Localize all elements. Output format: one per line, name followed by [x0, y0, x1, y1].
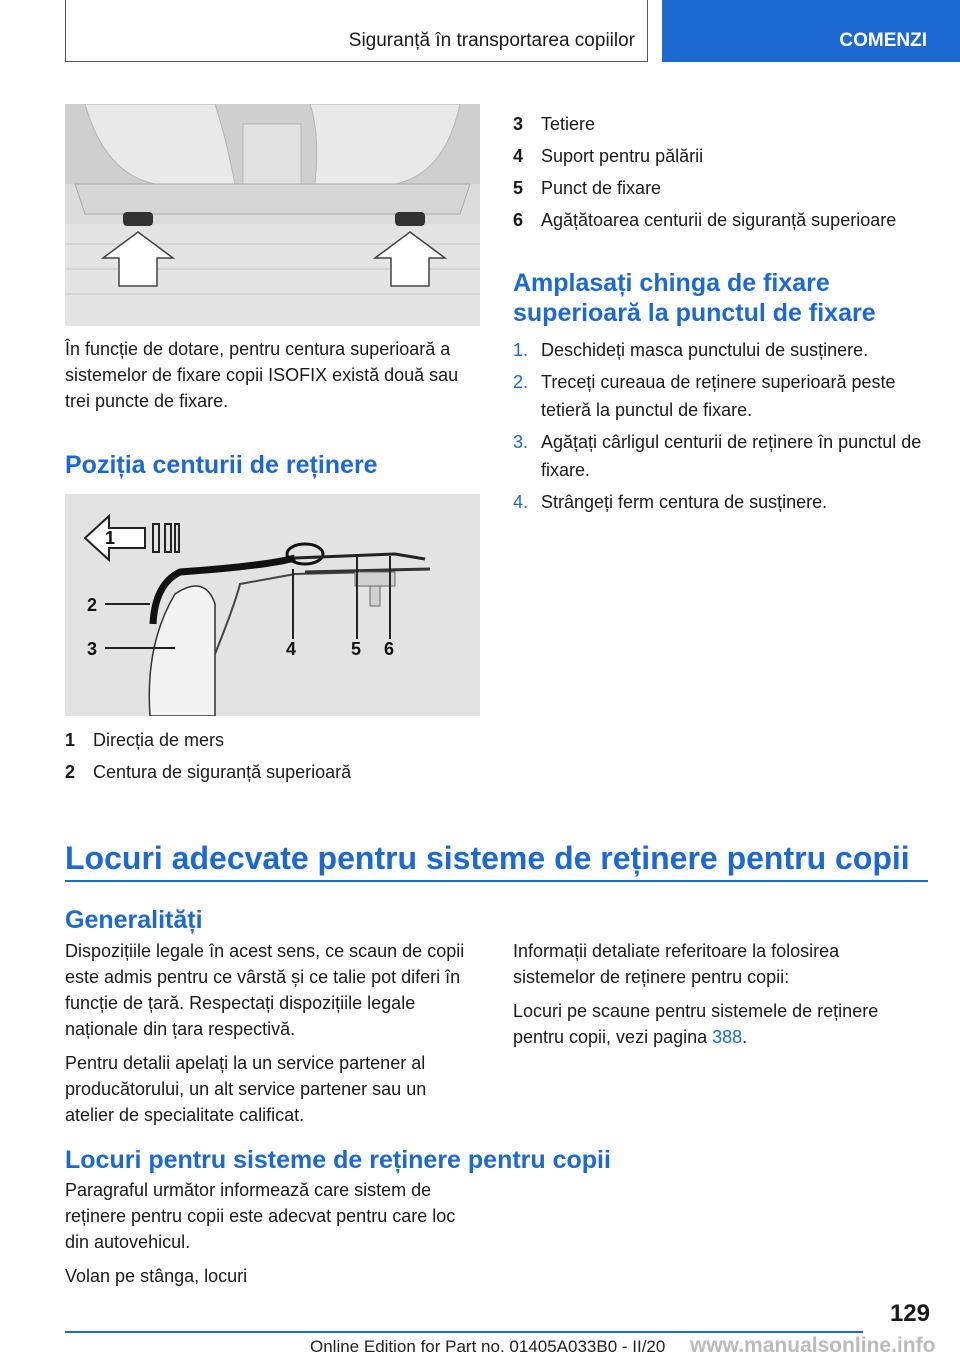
general-paragraph-3: Informații detaliate referitoare la folosirea sistemelor de reținere pentru copii:	[513, 941, 840, 987]
footer-watermark: www.manualsonline.info	[690, 1334, 936, 1357]
page-number: 129	[889, 1300, 930, 1327]
legend-text: Direcția de mers	[93, 730, 225, 750]
step-number: 1.	[513, 340, 529, 360]
step-number: 3.	[513, 432, 529, 452]
callout-6: 6	[384, 639, 395, 659]
callout-3: 3	[87, 639, 98, 659]
general-heading: Generalități	[65, 906, 203, 934]
legend-item	[513, 108, 933, 140]
step-text: Treceți cureaua de reținere superioară peste tetieră la punctul de fixare.	[541, 372, 896, 420]
legend-text: Suport pentru pălării	[541, 146, 704, 166]
legend-text: Agățătoarea centurii de siguranță superioare	[541, 210, 897, 230]
step-item	[513, 368, 923, 424]
callout-5: 5	[351, 639, 362, 659]
step-number: 2.	[513, 372, 529, 392]
chapter-tab-label: COMENZI	[839, 30, 927, 51]
rear-seat-anchor-image	[65, 104, 480, 326]
attach-tether-heading	[513, 268, 943, 328]
step-item	[513, 488, 923, 516]
general-paragraph-2: Pentru detalii apelați la un service partener al producătorului, un alt service partener sau un atelier de specialitate calificat.	[65, 1053, 427, 1125]
isofix-intro-text: În funcție de dotare, pentru centura superioară a sistemelor de fixare copii ISOFIX există două sau trei puncte de fixare.	[65, 339, 459, 411]
step-number: 4.	[513, 492, 529, 512]
general-paragraph-1: Dispozițiile legale în acest sens, ce scaun de copii este admis pentru ce vârstă și ce talie pot diferi în funcție de țară. Respectați dispozițiile legale naționale din țara respectivă.	[65, 941, 465, 1039]
legend-item	[513, 204, 933, 236]
places-paragraph-2: Volan pe stânga, locuri	[65, 1266, 248, 1286]
rear-seat-illustration	[65, 104, 480, 326]
header-section-title: Siguranță în transportarea copiilor	[348, 30, 635, 51]
legend-num: 1	[65, 730, 76, 750]
legend-text: Centura de siguranță superioară	[93, 762, 352, 782]
callout-1: 1	[105, 528, 116, 548]
belt-routing-illustration	[65, 494, 480, 716]
belt-routing-diagram	[65, 494, 480, 716]
attach-steps-list	[513, 336, 923, 516]
step-text: Agățați cârligul centurii de reținere în punctul de fixare.	[541, 432, 922, 480]
legend-text: Punct de fixare	[541, 178, 662, 198]
main-heading-rule	[65, 880, 928, 882]
header-section-box	[65, 0, 648, 62]
page-388-link[interactable]: 388	[712, 1027, 743, 1047]
step-item	[513, 428, 923, 484]
legend-item	[513, 140, 933, 172]
general-p4-end: .	[742, 1027, 748, 1047]
header-chapter-tab[interactable]	[662, 0, 960, 62]
callout-2: 2	[87, 595, 98, 615]
legend-item	[65, 756, 480, 788]
places-heading: Locuri pentru sisteme de reținere pentru copii	[65, 1146, 611, 1174]
legend-item	[65, 724, 480, 756]
callout-4: 4	[286, 639, 297, 659]
footer-rule	[65, 1331, 863, 1333]
belt-position-heading: Poziția centurii de reținere	[65, 451, 378, 479]
legend-right	[513, 108, 933, 236]
legend-text: Tetiere	[541, 114, 596, 134]
main-section-heading: Locuri adecvate pentru sisteme de reținere pentru copii	[65, 840, 910, 876]
legend-num: 5	[513, 178, 524, 198]
general-paragraph-4	[513, 998, 925, 1050]
legend-num: 4	[513, 146, 524, 166]
legend-item	[513, 172, 933, 204]
attach-heading-line2: superioară la punctul de fixare	[513, 299, 876, 327]
places-paragraph-1: Paragraful următor informează care sistem de reținere pentru copii este adecvat pentru care loc din autovehicul.	[65, 1180, 456, 1252]
attach-heading-line1: Amplasați chinga de fixare	[513, 269, 830, 297]
legend-num: 3	[513, 114, 524, 134]
step-text: Deschideți masca punctului de susținere.	[541, 340, 869, 360]
legend-num: 2	[65, 762, 76, 782]
general-right-column	[513, 938, 925, 1050]
general-p4-text: Locuri pe scaune pentru sistemele de reținere pentru copii, vezi pagina	[513, 1001, 879, 1047]
places-left-column	[65, 1177, 480, 1289]
step-item	[513, 336, 923, 364]
step-text: Strângeți ferm centura de susținere.	[541, 492, 828, 512]
legend-left	[65, 724, 480, 788]
footer-edition: Online Edition for Part no. 01405A033B0 - II/20	[310, 1337, 666, 1356]
general-left-column	[65, 938, 480, 1128]
legend-num: 6	[513, 210, 524, 230]
